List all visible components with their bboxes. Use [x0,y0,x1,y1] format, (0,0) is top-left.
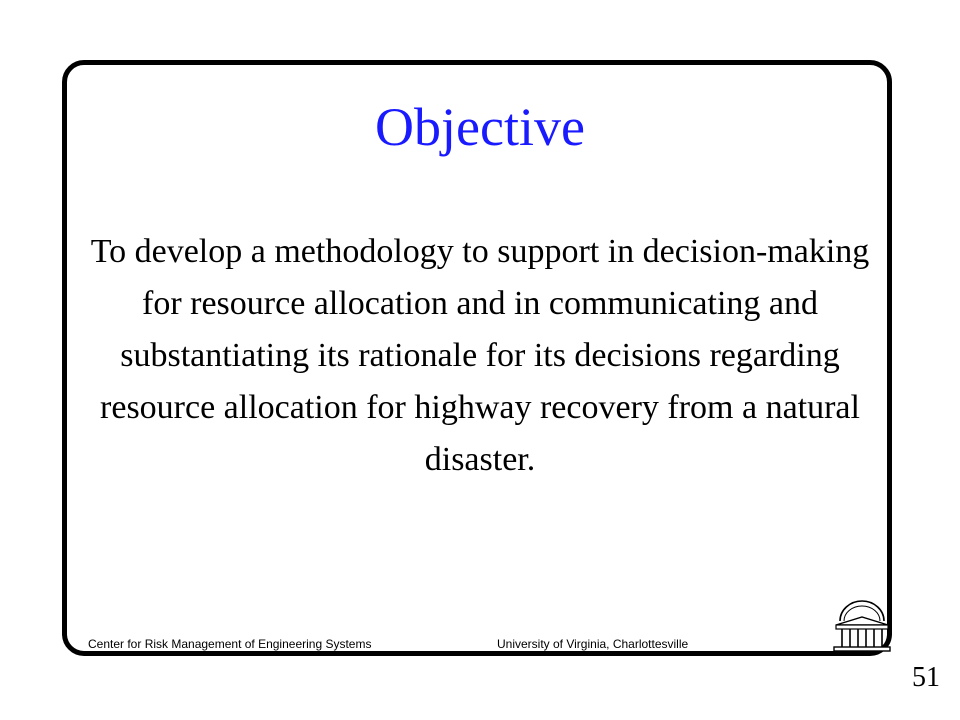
footer-university: University of Virginia, Charlottesville [497,637,689,651]
rotunda-logo-icon [832,595,892,653]
page-number: 51 [912,662,940,693]
slide-title: Objective [375,97,585,157]
footer-organization: Center for Risk Management of Engineering Systems [88,637,372,651]
objective-text: To develop a methodology to support in decision-making for resource allocation and in communicating and substantiating its rationale for its decisions regarding resource allocation for highway recovery from a natural disaster. [90,233,870,478]
